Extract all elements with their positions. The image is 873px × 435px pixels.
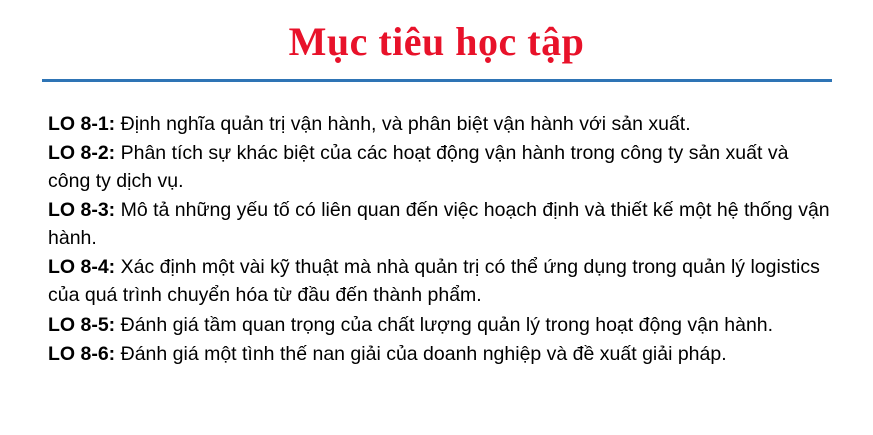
objective-label: LO 8-2: — [48, 142, 116, 165]
list-item — [48, 196, 831, 252]
list-item — [48, 340, 831, 368]
list-item — [48, 110, 831, 138]
list-item — [48, 139, 831, 195]
objective-label: LO 8-5: — [48, 313, 116, 336]
page-title: Mục tiêu học tập — [288, 19, 585, 64]
objective-label: LO 8-1: — [48, 113, 116, 135]
objective-text: Xác định một vài kỹ thuật mà nhà quản trị có thể ứng dụng trong quản lý logistics của quá trình chuyển hóa từ đầu đến thành phẩm. — [48, 256, 820, 307]
objective-text: Phân tích sự khác biệt của các hoạt động vận hành trong công ty sản xuất và công ty dịch vụ. — [48, 142, 789, 193]
list-item — [48, 253, 831, 309]
objective-label: LO 8-6: — [48, 342, 116, 365]
objective-text: Đánh giá tầm quan trọng của chất lượng quản lý trong hoạt động vận hành. — [115, 313, 774, 336]
objective-text: Đánh giá một tình thế nan giải của doanh nghiệp và đề xuất giải pháp. — [115, 342, 727, 365]
objective-text: Mô tả những yếu tố có liên quan đến việc hoạch định và thiết kế một hệ thống vận hành. — [48, 199, 830, 250]
objective-label: LO 8-3: — [48, 199, 116, 222]
objective-text: Định nghĩa quản trị vận hành, và phân biệt vận hành với sản xuất. — [115, 113, 691, 135]
objective-label: LO 8-4: — [48, 256, 116, 279]
list-item — [48, 311, 831, 339]
title-divider — [42, 79, 832, 82]
learning-objectives-list — [48, 110, 831, 368]
